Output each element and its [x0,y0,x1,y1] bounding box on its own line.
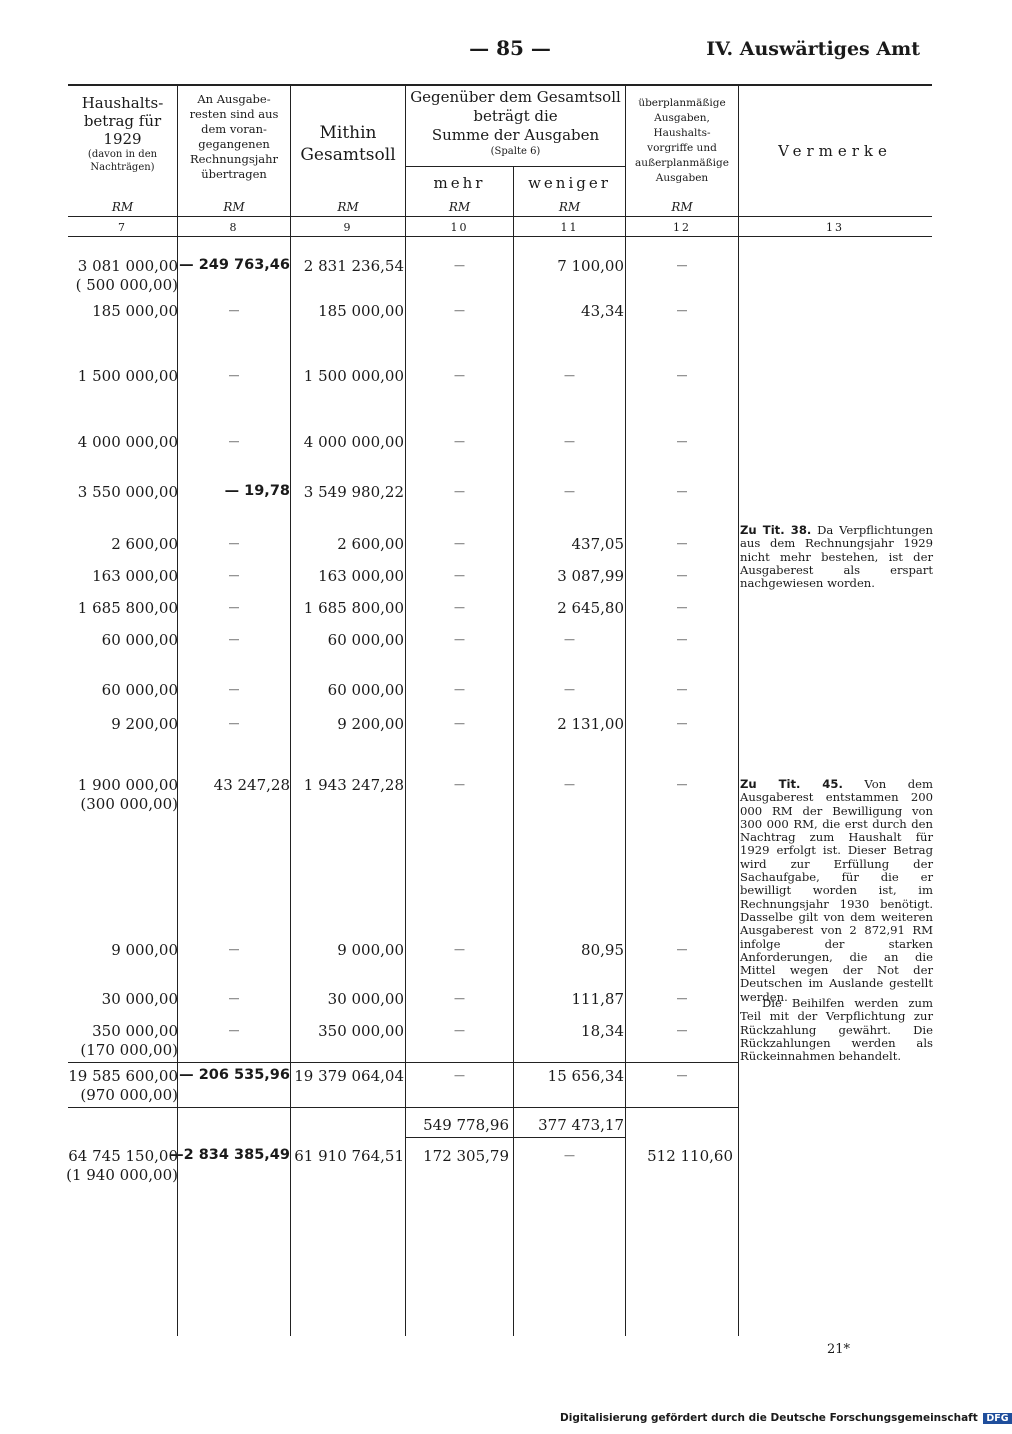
row-6-c7: 2 600,00 [111,535,178,553]
row-1-c11: 7 100,00 [557,257,624,275]
row-13-c7: 9 000,00 [111,941,178,959]
unit-col-8: RM [223,200,245,214]
row-5-c11: — [564,485,575,498]
row-12-c10: — [454,778,465,791]
row-9-c12: — [676,633,688,646]
col-rule-11-12 [625,86,626,1336]
note-tit-45-cont-text: Die Beihilfen werden zum Teil mit der Verpflichtung zur Rückzahlung gewährt. Die Rückzahlungen werden als Rückeinnahmen behandelt. [740,996,933,1064]
row-8-c8: — [228,601,240,614]
colnum-rule [68,236,932,237]
row-2-c8: — [228,304,240,317]
unit-col-10: RM [448,200,471,214]
row-8-c11: 2 645,80 [557,599,624,617]
colnum-12: 12 [673,221,691,234]
row-9-c9: 60 000,00 [327,631,404,649]
row-14-c8: — [228,992,240,1005]
row-7-c7: 163 000,00 [92,567,178,585]
row-15-c9: 350 000,00 [318,1022,404,1040]
row-5-c8: — 19,78 [224,483,290,499]
row-3-c9: 1 500 000,00 [303,367,404,385]
page-number: — 85 — [469,36,551,60]
row-10-c9: 60 000,00 [327,681,404,699]
row-9-c8: — [228,633,240,646]
row-10-c12: — [676,683,688,696]
row-3-c7: 1 500 000,00 [77,367,178,385]
row-15-c8: — [228,1024,240,1037]
colnum-10: 10 [450,221,469,234]
row-11-c7: 9 200,00 [111,715,178,733]
total-c12: 512 110,60 [647,1147,733,1165]
header-col-13: Vermerke [778,142,892,160]
subtotal-c11: 15 656,34 [547,1067,624,1085]
row-8-c7: 1 685 800,00 [77,599,178,617]
row-13-c10: — [454,943,465,956]
row-14-c7: 30 000,00 [101,990,178,1008]
unit-col-11: RM [558,200,581,214]
note-tit-45-text: Von dem Ausgaberest entstammen 200 000 RM der Bewilligung von 300 000 RM, die erst durch den Nachtrag zum Haushalt für 1929 erfolgt ist. Dieser Betrag wird zur Erfüllung der Sachaufgabe, für die er bewilligt worden ist, im Rechnungsjahr 1930 benötigt. Dasselbe gilt von dem weiteren Ausgaberest von 2 872,91 RM infolge der starken Anforderungen, die an die Mittel wegen der Not der Deutschen im Auslande gestellt werden. [740,777,933,1004]
col-rule-12-13 [738,86,739,1336]
row-13-c11: 80,95 [581,941,624,959]
row-14-c9: 30 000,00 [327,990,404,1008]
colnum-8: 8 [229,221,239,234]
row-4-c11: — [564,435,575,448]
row-15-c7-supplement: (170 000,00) [80,1041,178,1059]
mehr-weniger-rule [405,166,625,167]
subtotal-c12: — [676,1069,688,1082]
row-4-c7: 4 000 000,00 [77,433,178,451]
header-col-10: mehr [433,174,486,192]
dfg-logo: DFG [983,1413,1011,1424]
unit-col-12: RM [671,200,693,214]
subtotal-rule [68,1062,738,1063]
row-6-c9: 2 600,00 [337,535,404,553]
subtotal-c7-supplement: (970 000,00) [80,1086,178,1104]
row-11-c10: — [454,717,465,730]
row-10-c10: — [454,683,465,696]
note-tit-38-text: Da Verpflichtungen aus dem Rechnungsjahr 1929 nicht mehr bestehen, ist der Ausgaberest als erspart nachgewiesen worden. [740,523,933,591]
row-1-c10: — [454,259,465,272]
row-6-c10: — [454,537,465,550]
subtotal-c7: 19 585 600,00 [68,1067,178,1085]
row-12-c11: — [564,778,575,791]
row-9-c10: — [454,633,465,646]
row-2-c9: 185 000,00 [318,302,404,320]
row-7-c10: — [454,569,465,582]
total-c10: 172 305,79 [423,1147,509,1165]
row-12-c7: 1 900 000,00 [77,776,178,794]
footer-credit [560,1412,1009,1424]
note-tit-38 [740,524,933,590]
row-3-c8: — [228,369,240,382]
row-7-c11: 3 087,99 [557,567,624,585]
subtotal-c9: 19 379 064,04 [294,1067,404,1085]
subtotal-c8: — 206 535,96 [179,1067,290,1083]
total-c11: — [564,1149,575,1162]
row-1-c7: 3 081 000,00 [77,257,178,275]
row-1-c9: 2 831 236,54 [303,257,404,275]
row-10-c8: — [228,683,240,696]
colnum-9: 9 [343,221,353,234]
row-5-c10: — [454,485,465,498]
row-2-c12: — [676,304,688,317]
total-c9: 61 910 764,51 [294,1147,404,1165]
section-title: IV. Auswärtiges Amt [706,38,920,60]
row-11-c12: — [676,717,688,730]
row-8-c12: — [676,601,688,614]
row-5-c7: 3 550 000,00 [77,483,178,501]
row-8-c10: — [454,601,465,614]
row-15-c7: 350 000,00 [92,1022,178,1040]
subtotal-c10: — [454,1069,465,1082]
row-11-c11: 2 131,00 [557,715,624,733]
row-6-c11: 437,05 [571,535,624,553]
footer-credit-text: Digitalisierung gefördert durch die Deutsche Forschungsgemeinschaft [560,1412,978,1424]
row-6-c12: — [676,537,688,550]
row-12-c7-supplement: (300 000,00) [80,795,178,813]
header-col-12: überplanmäßige Ausgaben, Haushalts- vorgriffe und außerplanmäßige Ausgaben [635,97,729,184]
row-8-c9: 1 685 800,00 [303,599,404,617]
row-14-c11: 111,87 [571,990,624,1008]
row-3-c11: — [564,369,575,382]
colnum-13: 13 [826,221,844,234]
row-10-c11: — [564,683,575,696]
row-14-c12: — [676,992,688,1005]
row-11-c8: — [228,717,240,730]
interim-c11: 377 473,17 [538,1116,624,1134]
total-c7-supplement: (1 940 000,00) [66,1166,178,1184]
header-col-11: weniger [528,174,611,192]
row-1-c8: — 249 763,46 [179,257,290,273]
note-tit-45-label: Zu Tit. 45. [740,777,843,791]
header-col-9: Mithin Gesamtsoll [300,123,396,165]
unit-col-7: RM [111,200,134,214]
row-12-c9: 1 943 247,28 [303,776,404,794]
table-top-rule [68,84,932,86]
row-1-c12: — [676,259,688,272]
unit-col-9: RM [337,200,359,214]
col-rule-8-9 [290,86,291,1336]
header-col-7: Haushalts- betrag für 1929 (davon in den Nachträgen) [81,94,164,173]
row-12-c12: — [676,778,688,791]
row-7-c9: 163 000,00 [318,567,404,585]
row-13-c9: 9 000,00 [337,941,404,959]
row-14-c10: — [454,992,465,1005]
row-15-c10: — [454,1024,465,1037]
row-12-c8: 43 247,28 [213,776,290,794]
total-c8: —2 834 385,49 [169,1147,290,1163]
row-5-c12: — [676,485,688,498]
row-10-c7: 60 000,00 [101,681,178,699]
row-6-c8: — [228,537,240,550]
note-tit-45-cont [740,997,933,1063]
row-1-c7-supplement: ( 500 000,00) [75,276,178,294]
interim-rule [405,1137,625,1138]
note-tit-45 [740,778,933,1004]
row-13-c12: — [676,943,688,956]
row-2-c7: 185 000,00 [92,302,178,320]
note-tit-38-label: Zu Tit. 38. [740,523,812,537]
colnum-7: 7 [118,221,127,234]
row-3-c12: — [676,369,688,382]
row-15-c11: 18,34 [581,1022,624,1040]
row-9-c7: 60 000,00 [101,631,178,649]
header-col-8: An Ausgabe- resten sind aus dem voran- gegangenen Rechnungsjahr übertragen [189,92,279,181]
unit-rule [68,216,932,217]
colnum-11: 11 [560,221,579,234]
row-5-c9: 3 549 980,22 [303,483,404,501]
row-3-c10: — [454,369,465,382]
interim-c10: 549 778,96 [423,1116,509,1134]
row-15-c12: — [676,1024,688,1037]
header-col-10-11-group: Gegenüber dem Gesamtsoll beträgt die Summe der Ausgaben (Spalte 6) [410,88,621,157]
row-7-c12: — [676,569,688,582]
row-2-c11: 43,34 [581,302,624,320]
row-7-c8: — [228,569,240,582]
footer-folio: 21* [826,1342,850,1357]
total-c7: 64 745 150,00 [68,1147,178,1165]
row-4-c9: 4 000 000,00 [303,433,404,451]
row-2-c10: — [454,304,465,317]
row-11-c9: 9 200,00 [337,715,404,733]
subtotal-rule-bottom [68,1107,738,1108]
row-9-c11: — [564,633,575,646]
row-4-c10: — [454,435,465,448]
row-13-c8: — [228,943,240,956]
row-4-c12: — [676,435,688,448]
row-4-c8: — [228,435,240,448]
